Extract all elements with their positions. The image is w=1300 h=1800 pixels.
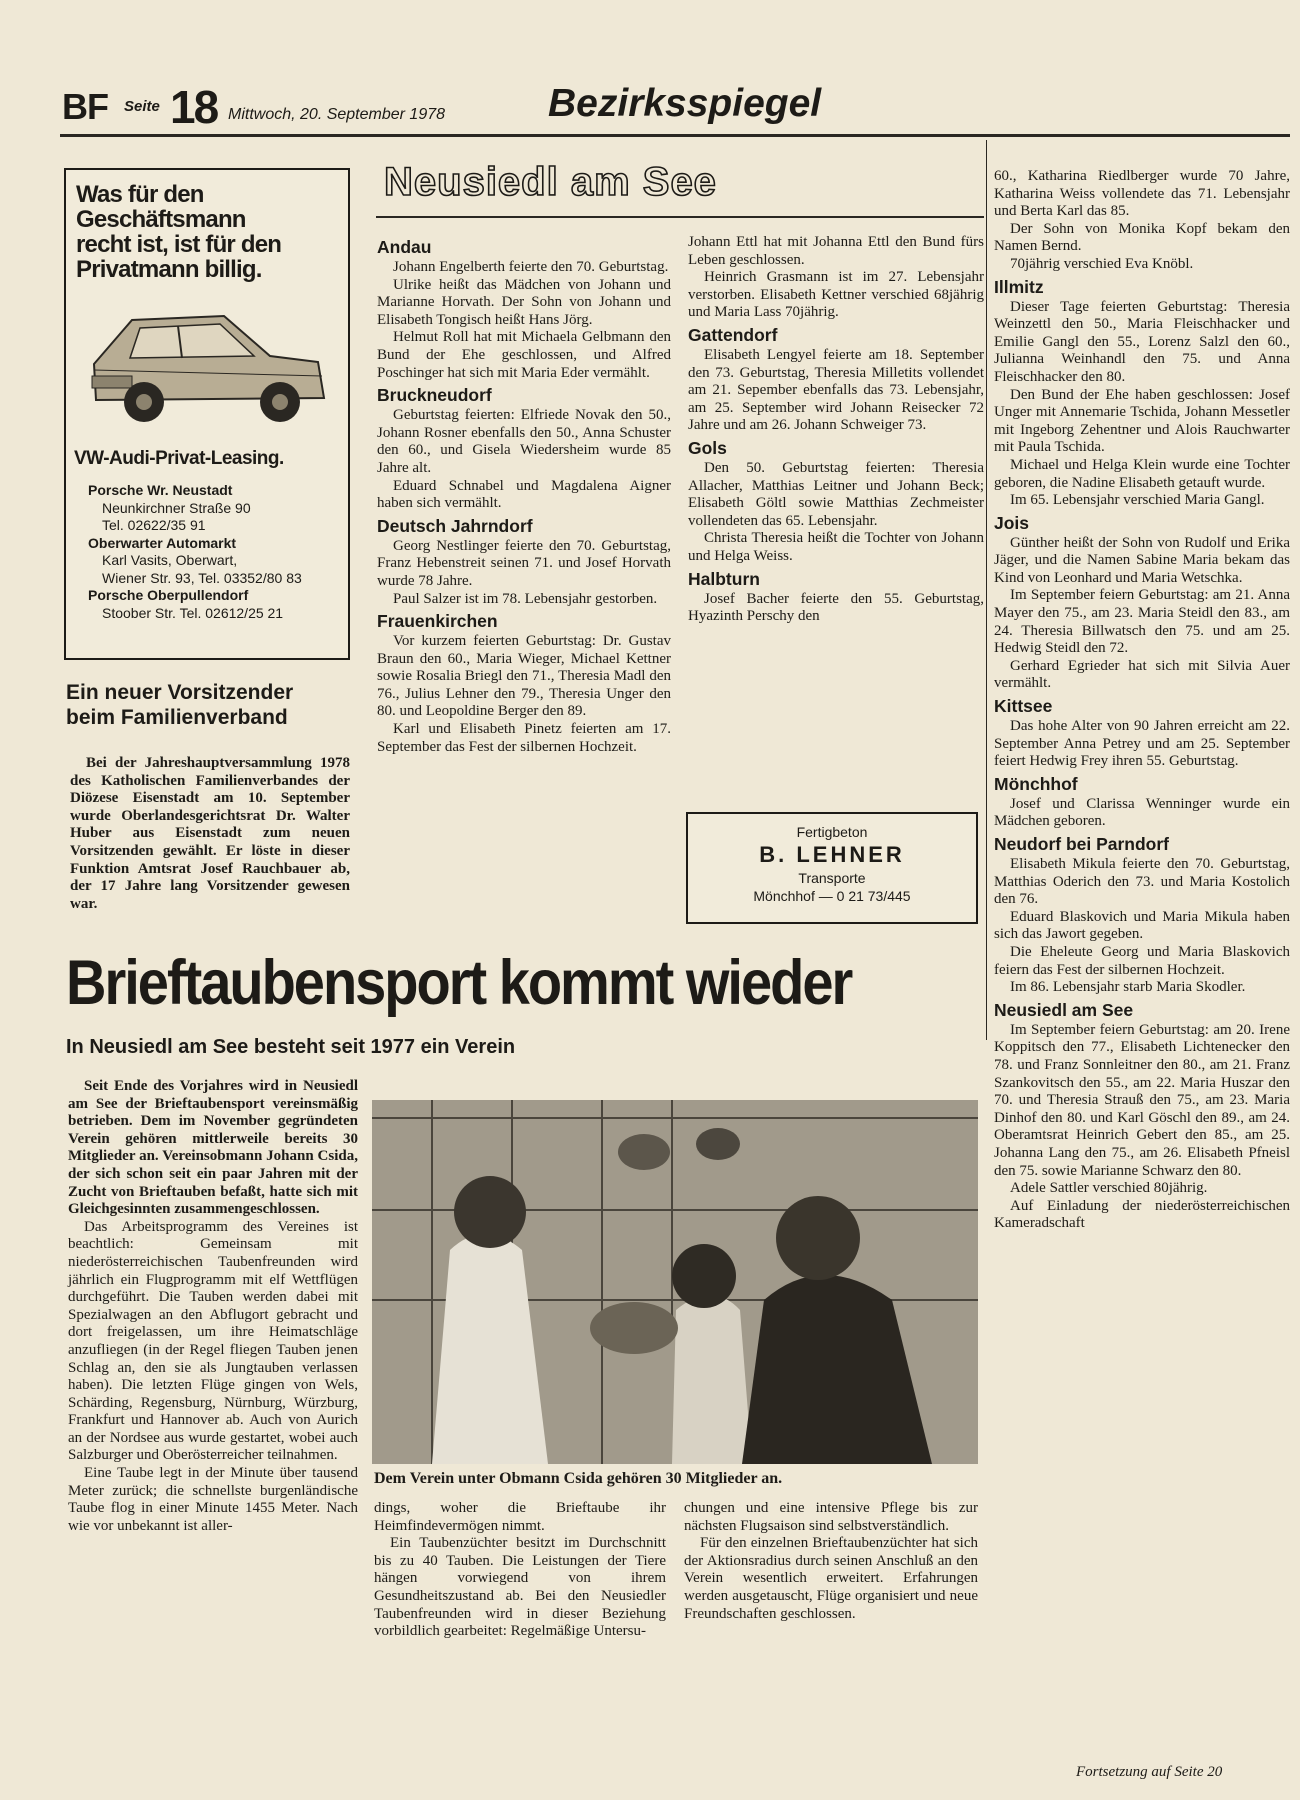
article-paragraph: Ein Taubenzüchter besitzt im Durchschnitt bis zu 40 Tauben. Die Leistungen der Tiere hängen vorwiegend von ihrem Gesundheitszustand ab. Bei den Neusiedler Taubenfreunden wird in dieser Beziehung vorbildlich gearbeitet: Regelmäßige Untersu- — [374, 1535, 666, 1640]
brieftauben-col-2 — [374, 1500, 666, 1641]
notice-paragraph: Adele Sattler verschied 80jährig. — [1010, 1180, 1208, 1197]
notice-paragraph: Heinrich Grasmann ist im 27. Lebensjahr verstorben. Elisabeth Kettner verschied 68jährig und Maria Lass 70jährig. — [688, 269, 984, 321]
familien-article — [70, 755, 350, 913]
article-paragraph: chungen und eine intensive Pflege bis zur nächsten Flugsaison sind selbstverständlich. — [684, 1500, 978, 1534]
notice-paragraph: Im 86. Lebensjahr starb Maria Skodler. — [1010, 979, 1246, 996]
familien-body: Bei der Jahreshauptversammlung 1978 des Katholischen Familienverbandes der Diözese Eisenstadt am 10. September wurde Oberlandesgerichtsrat Dr. Walter Huber aus Eisenstadt zum neuen Vorsitzenden gewählt. Er löste in dieser Funktion Amtsrat Josef Rauchbauer ab, der 17 Jahre lang Vorsitzender gewesen war. — [70, 755, 350, 912]
place-heading: Gattendorf — [688, 324, 778, 345]
neusiedl-col-3 — [994, 168, 1290, 1233]
notice-paragraph: Josef Bacher feierte den 55. Geburtstag, Hyazinth Perschy den — [688, 590, 984, 625]
masthead-rule — [60, 134, 1290, 137]
notice-paragraph: Eduard Schnabel und Magdalena Aigner haben sich vermählt. — [377, 477, 671, 512]
neusiedl-col-1 — [377, 234, 671, 756]
notice-paragraph: Paul Salzer ist im 78. Lebensjahr gestorben. — [393, 590, 658, 607]
place-heading: Kittsee — [994, 696, 1053, 717]
notice-paragraph: Das hohe Alter von 90 Jahren erreicht am 22. September Anna Petrey und am 25. September feiert Hedwig Frey ihren 55. Geburtstag. — [994, 718, 1290, 770]
place-heading: Neudorf bei Parndorf — [994, 834, 1170, 854]
notice-paragraph: Ulrike heißt das Mädchen von Johann und Marianne Horvath. Der Sohn von Johann und Elisabeth Tongisch heißt Hans Jörg. — [377, 276, 671, 328]
brieftauben-col-1 — [68, 1078, 358, 1535]
notice-paragraph: Den Bund der Ehe haben geschlossen: Josef Unger mit Annemarie Tschida, Johann Messetler mit Ingeborg Zehentner und Alois Rauchwarter mit Paula Tschida. — [994, 386, 1290, 456]
brieftauben-lead: Seit Ende des Vorjahres wird in Neusiedl am See der Brieftaubensport vereinsmäßig betrieben. Dem im November gegründeten Verein gehören mittlerweile bereits 30 Mitglieder an. Vereinsobmann Johann Csida, der sich schon seit ein paar Jahren mit der Zucht von Brieftauben befaßt, hatte sich mit Gleichgesinnten zusammengeschlossen. — [68, 1078, 358, 1218]
notice-paragraph: Johann Engelberth feierte den 70. Geburtstag. — [393, 259, 669, 275]
notice-paragraph: Elisabeth Lengyel feierte am 18. September den 73. Geburtstag, Theresia Milletits vollendet am 21. Sepember ebenfalls das 73. Lebensjahr, am 25. September wird Johann Reisecker 72 Jahre und am 26. Johann Schweiger 73. — [688, 346, 984, 434]
pigeon-club-photo — [372, 1100, 978, 1464]
familien-headline: Ein neuer Vorsitzender beim Familienverband — [66, 681, 294, 729]
notice-paragraph: Helmut Roll hat mit Michaela Gelbmann den Bund der Ehe geschlossen, und Alfred Poschinger hat sich mit Maria Eder vermählt. — [377, 329, 671, 381]
article-paragraph: Das Arbeitsprogramm des Vereines ist beachtlich: Gemeinsam mit niederösterreichischen Taubenfreunden wird jährlich ein Flugprogramm mit elf Wettflügen durchgeführt. Die Tauben werden dabei mit Spezialwagen an den Abflugort gebracht und dort freigelassen, um ihre Heimatschläge anzufliegen (in der Regel fliegen Tauben jenen Schlag an, den sie als Jungtauben verlassen haben). Die letzten Flüge gingen von Wels, Schärding, Regensburg, Nürnburg, Würzburg, Frankfurt und Hannover ab. Auch von Aurich an der Nordsee aus wurde gestartet, wobei auch Salzburger und Oberösterreicher teilnahmen. — [68, 1218, 358, 1464]
notice-paragraph: Der Sohn von Monika Kopf bekam den Namen Bernd. — [994, 220, 1290, 255]
notice-paragraph: Georg Nestlinger feierte den 70. Geburtstag, Franz Hebenstreit seinen 71. und Josef Horvath wurde 78 Jahre. — [377, 537, 671, 589]
notice-paragraph: Christa Theresia heißt die Tochter von Johann und Helga Weiss. — [688, 530, 984, 564]
notice-paragraph: Elisabeth Mikula feierte den 70. Geburtstag, Matthias Oderich den 73. und Maria Kostolich den 76. — [994, 856, 1290, 908]
brieftauben-col-3 — [684, 1500, 978, 1623]
article-paragraph: Für den einzelnen Brieftaubenzüchter hat sich der Aktionsradius durch seinen Anschluß an den Verein wesentlich erweitert. Erfahrungen werden ausgetauscht, Flüge organisiert und neue Freundschaften geschlossen. — [684, 1535, 978, 1622]
photo-caption: Dem Verein unter Obmann Csida gehören 30 Mitglieder an. — [374, 1470, 783, 1487]
notice-paragraph: Die Eheleute Georg und Maria Blaskovich feiern das Fest der silbernen Hochzeit. — [994, 943, 1290, 978]
continuation-note: Fortsetzung auf Seite 20 — [1076, 1764, 1223, 1780]
masthead-logo: BF — [62, 86, 108, 127]
notice-paragraph: Eduard Blaskovich und Maria Mikula haben sich das Jawort gegeben. — [994, 908, 1290, 943]
place-heading: Frauenkirchen — [377, 611, 498, 632]
place-heading: Mönchhof — [994, 773, 1078, 794]
place-heading: Deutsch Jahrndorf — [377, 515, 533, 536]
dealer-list: Porsche Wr. Neustadt Neunkirchner Straße 90 Tel. 02622/35 91 Oberwarter Automarkt Karl Vasits, Oberwart, Wiener Str. 93, Tel. 03352/80 83 Porsche Oberpullendorf Stoober Str. Tel. 02612/25 21 — [88, 482, 302, 621]
notice-paragraph: Michael und Helga Klein wurde eine Tochter geboren, die Nadine Elisabeth getauft wurde. — [994, 456, 1290, 491]
masthead-seite: Seite — [124, 98, 160, 115]
notice-paragraph: Günther heißt der Sohn von Rudolf und Erika Jäger, und die Namen Sabine Maria bekam das Kind von Leonhard und Maria Wetschka. — [994, 534, 1290, 586]
car-illustration — [74, 294, 340, 432]
col3-first-paragraph: 60., Katharina Riedlberger wurde 70 Jahre, Katharina Weiss vollendete das 71. Lebensjahr und Berta Karl das 85. — [994, 168, 1290, 220]
place-heading: Illmitz — [994, 276, 1044, 297]
issue-date: Mittwoch, 20. September 1978 — [228, 106, 446, 123]
notice-paragraph: Gerhard Egrieder hat sich mit Silvia Auer vermählt. — [994, 657, 1290, 692]
notice-paragraph: Im 65. Lebensjahr verschied Maria Gangl. — [1010, 492, 1265, 509]
notice-paragraph: Johann Ettl hat mit Johanna Ettl den Bund fürs Leben geschlossen. — [688, 234, 984, 268]
banner-rule — [376, 216, 984, 218]
notice-paragraph: Im September feiern Geburtstag: am 21. Anna Mayer den 75., am 23. Maria Steidl den 83., am 24. Theresia Billwatsch den 75. und am 25. Hedwig Steidl den 72. — [994, 587, 1290, 657]
page-number: 18 — [170, 81, 218, 133]
neusiedl-banner: Neusiedl am See — [384, 160, 717, 204]
article-paragraph: dings, woher die Brieftaube ihr Heimfindevermögen nimmt. — [374, 1500, 666, 1534]
notice-paragraph: Geburtstag feierten: Elfriede Novak den 50., Johann Rosner ebenfalls den 50., Anna Schuster den 60., und Gisela Wiedersheim wurde 85 Jahre alt. — [377, 407, 671, 476]
place-heading: Jois — [994, 512, 1030, 533]
woman-center — [672, 1295, 752, 1464]
notice-paragraph: Den 50. Geburtstag feierten: Theresia Allacher, Matthias Leitner und Johann Beck; Elisabeth Göltl sowie Matthias Zechmeister vollendeten das 65. Lebensjahr. — [688, 459, 984, 529]
pigeon-right — [696, 1128, 740, 1160]
article-paragraph: Eine Taube legt in der Minute über tausend Meter zurück; die schnellste burgenländische Taube flog in einer Minute 1455 Meter. Nach wie vor unbekannt ist aller- — [68, 1465, 358, 1534]
ad-slogan: VW-Audi-Privat-Leasing. — [74, 448, 284, 469]
notice-paragraph: Dieser Tage feierten Geburtstag: Theresia Weinzettl den 50., Maria Fleischhacker und Emilie Gangl den 55., Lorenz Salzl den 60., Julianna Weinhandl den 75. und Anna Fleischhacker den 80. — [994, 298, 1290, 385]
place-heading: Andau — [377, 237, 432, 257]
neusiedl-col-2 — [688, 234, 984, 626]
notice-paragraph: Im September feiern Geburtstag: am 20. Irene Koppitsch den 77., Elisabeth Lichtenecker den 78. und Franz Sonnleitner den 80., am 21. Franz Szankovitsch den 55., am 22. Maria Huszar den 70. und Theresia Strauß den 75., am 23. Maria Dinhof den 80. und Karl Göschl den 89., am 24. Oberamtsrat Heinrich Gebert den 85., am 25. Johanna Lang den 75., am 26. Elisabeth Pfneisl den 75. sowie Marianne Schwarz den 80. — [994, 1021, 1290, 1179]
notice-paragraph: Auf Einladung der niederösterreichischen Kameradschaft — [994, 1197, 1290, 1232]
notice-paragraph: Josef und Clarissa Wenninger wurde ein Mädchen geboren. — [994, 795, 1290, 830]
column-rule — [986, 140, 987, 1040]
place-heading: Gols — [688, 437, 727, 458]
brieftauben-subheadline: In Neusiedl am See besteht seit 1977 ein Verein — [66, 1036, 516, 1058]
lehner-ad: Fertigbeton B. LEHNER Transporte Mönchhof — 0 21 73/445 — [686, 812, 978, 924]
place-heading: Halbturn — [688, 568, 760, 589]
place-heading: Bruckneudorf — [377, 385, 492, 406]
ad-headline: Was für den Geschäftsmann recht ist, ist für den Privatmann billig. — [76, 181, 282, 283]
section-title: Bezirksspiegel — [548, 82, 822, 125]
place-heading: Neusiedl am See — [994, 999, 1134, 1020]
vw-leasing-ad — [64, 168, 350, 660]
brieftauben-headline: Brieftaubensport kommt wieder — [66, 947, 852, 1018]
notice-paragraph: Vor kurzem feierten Geburtstag: Dr. Gustav Braun den 60., Maria Wieger, Michael Kettner sowie Rosalia Briegl den 71., Theresia Madl den 76., Julius Lehner den 79., Theresia Unger den 80. und Leopoldine Berger den 89. — [377, 633, 671, 720]
notice-paragraph: Karl und Elisabeth Pinetz feierten am 17. September das Fest der silbernen Hochzeit. — [377, 721, 671, 755]
held-pigeon — [590, 1302, 678, 1354]
pigeon-left — [618, 1134, 670, 1170]
notice-paragraph: 70jährig verschied Eva Knöbl. — [1010, 255, 1194, 272]
